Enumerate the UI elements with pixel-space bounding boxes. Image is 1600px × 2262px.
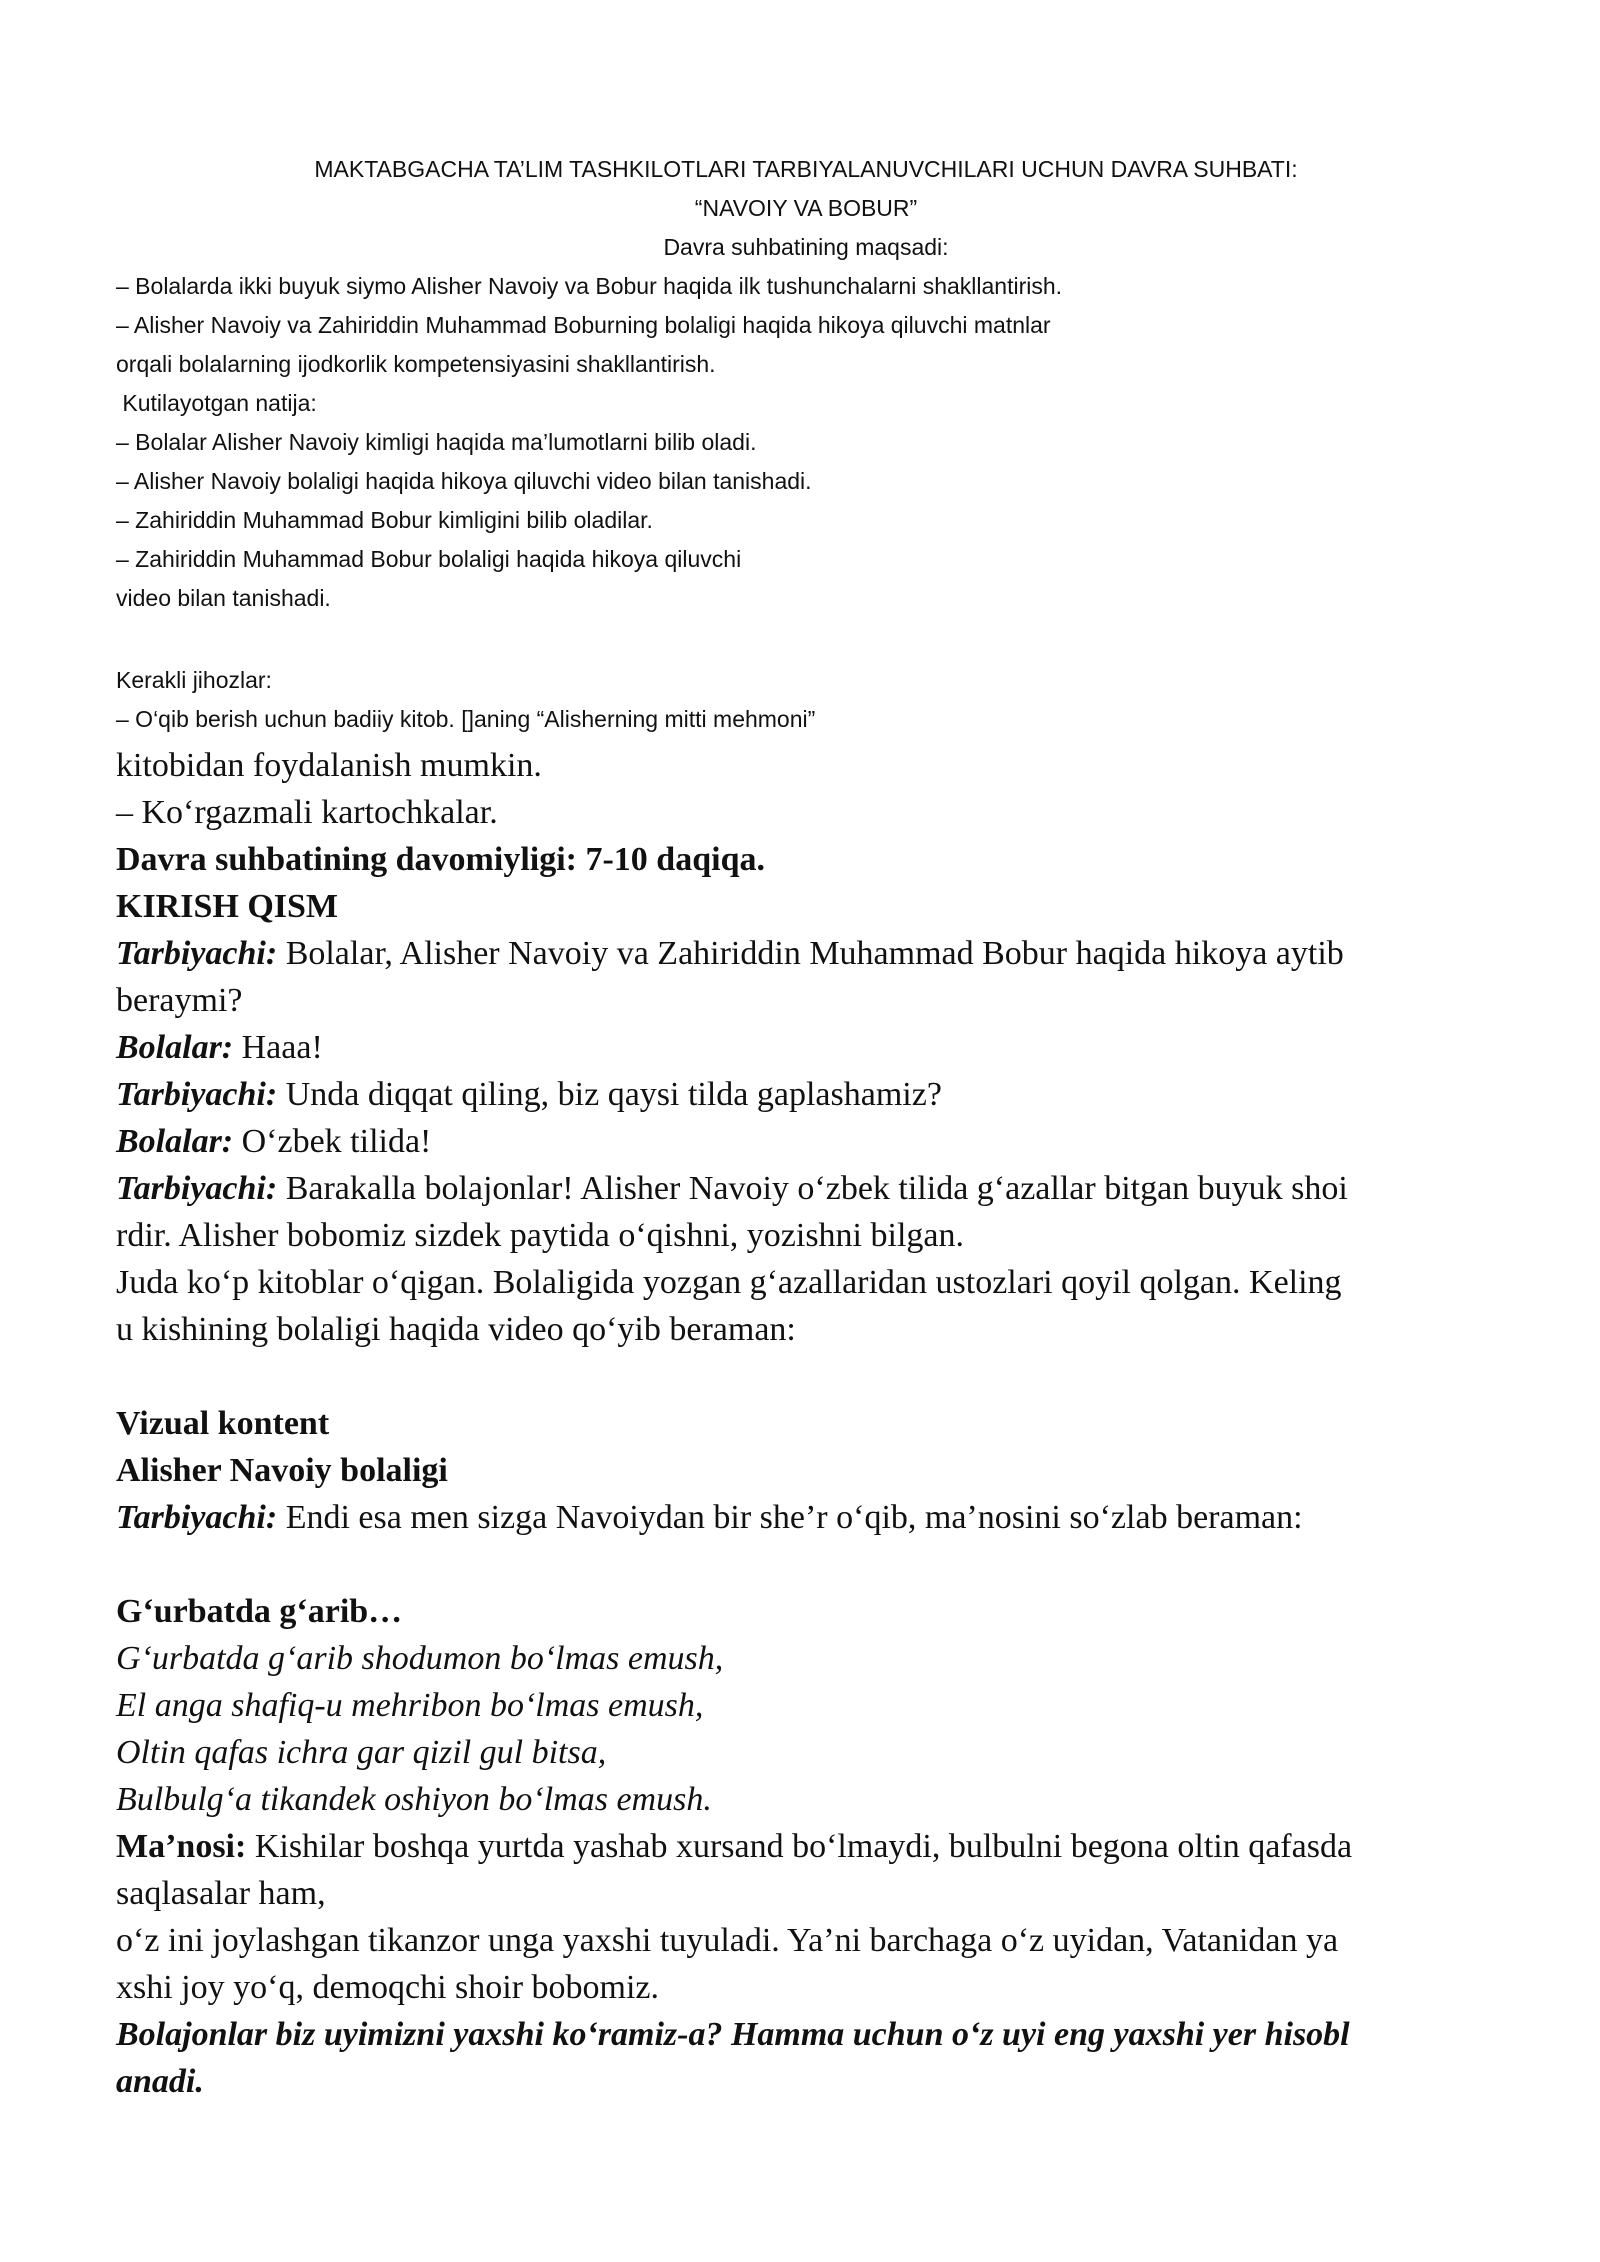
- result-item: – Bolalar Alisher Navoiy kimligi haqida ma’lumotlarni bilib oladi.: [116, 429, 757, 455]
- dialogue-text: Unda diqqat qiling, biz qaysi tilda gaplashamiz?: [277, 1076, 942, 1113]
- spacer: [116, 1353, 1496, 1400]
- speaker-label: Tarbiyachi:: [116, 1076, 278, 1113]
- meaning-line: [116, 1823, 1496, 1870]
- dialogue-text: u kishining bolaligi haqida video qo‘yib beraman:: [116, 1311, 796, 1348]
- goal-heading: Davra suhbatining maqsadi:: [663, 234, 949, 260]
- poem-line: Bulbulg‘a tikandek oshiyon bo‘lmas emush.: [116, 1781, 712, 1818]
- dialogue-text: Bolalar, Alisher Navoiy va Zahiriddin Muhammad Bobur haqida hikoya aytib: [277, 935, 1344, 972]
- body-text: [116, 742, 1496, 2105]
- speaker-label: Tarbiyachi:: [116, 1499, 278, 1536]
- dialogue-line: [116, 1165, 1496, 1212]
- goals-section: [116, 267, 1496, 618]
- equipment-section: [116, 661, 1496, 739]
- dialogue-text: Barakalla bolajonlar! Alisher Navoiy o‘zbek tilida g‘azallar bitgan buyuk shoi: [277, 1170, 1348, 1207]
- dialogue-text: O‘zbek tilida!: [233, 1123, 432, 1160]
- equipment-heading: Kerakli jihozlar:: [116, 667, 272, 693]
- equipment-item: – O‘qib berish uchun badiiy kitob. []aning “Alisherning mitti mehmoni”: [116, 706, 816, 732]
- intro-heading: KIRISH QISM: [116, 888, 338, 925]
- goal-item: orqali bolalarning ijodkorlik kompetensiyasini shakllantirish.: [116, 351, 716, 377]
- result-item: – Zahiriddin Muhammad Bobur kimligini bilib oladilar.: [116, 507, 653, 533]
- meaning-text: o‘z ini joylashgan tikanzor unga yaxshi tuyuladi. Ya’ni barchaga o‘z uyidan, Vatanidan ya: [116, 1922, 1339, 1959]
- poem-line: Oltin qafas ichra gar qizil gul bitsa,: [116, 1734, 607, 1771]
- result-item: video bilan tanishadi.: [116, 585, 331, 611]
- dialogue-line: [116, 1118, 1496, 1165]
- poem-line: G‘urbatda g‘arib shodumon bo‘lmas emush,: [116, 1640, 724, 1677]
- meaning-label: Ma’nosi:: [116, 1828, 247, 1865]
- meaning-text: xshi joy yo‘q, demoqchi shoir bobomiz.: [116, 1969, 660, 2006]
- document-subtitle: “NAVOIY VA BOBUR”: [694, 195, 918, 221]
- speaker-label: Bolalar:: [116, 1029, 234, 1066]
- equipment-item: – Ko‘rgazmali kartochkalar.: [116, 794, 498, 831]
- duration-line: Davra suhbatining davomiyligi: 7-10 daqiqa.: [116, 841, 765, 878]
- meaning-text: Kishilar boshqa yurtda yashab xursand bo‘lmaydi, bulbulni begona oltin qafasda: [246, 1828, 1353, 1865]
- dialogue-line: [116, 1494, 1496, 1541]
- poem-title: G‘urbatda g‘arib…: [116, 1593, 403, 1630]
- visual-subheading: Alisher Navoiy bolaligi: [116, 1452, 448, 1489]
- meaning-text: saqlasalar ham,: [116, 1875, 326, 1912]
- speaker-label: Bolalar:: [116, 1123, 234, 1160]
- document-title: MAKTABGACHA TA’LIM TASHKILOTLARI TARBIYALANUVCHILARI UCHUN DAVRA SUHBATI:: [314, 156, 1298, 182]
- closing-line: anadi.: [116, 2063, 204, 2100]
- dialogue-text: Juda ko‘p kitoblar o‘qigan. Bolaligida yozgan g‘azallaridan ustozlari qoyil qolgan. Keling: [116, 1264, 1342, 1301]
- poem-line: El anga shafiq-u mehribon bo‘lmas emush,: [116, 1687, 704, 1724]
- dialogue-text: beraymi?: [116, 982, 243, 1019]
- results-heading: Kutilayotgan natija:: [116, 390, 317, 416]
- dialogue-text: Haaa!: [233, 1029, 323, 1066]
- closing-line: Bolajonlar biz uyimizni yaxshi ko‘ramiz-a? Hamma uchun o‘z uyi eng yaxshi yer hisobl: [116, 2016, 1350, 2053]
- equipment-item: kitobidan foydalanish mumkin.: [116, 747, 542, 784]
- dialogue-line: [116, 930, 1496, 977]
- goal-item: – Bolalarda ikki buyuk siymo Alisher Navoiy va Bobur haqida ilk tushunchalarni shakllantirish.: [116, 273, 1063, 299]
- goal-item: – Alisher Navoiy va Zahiriddin Muhammad Boburning bolaligi haqida hikoya qiluvchi matnlar: [116, 312, 1051, 338]
- result-item: – Alisher Navoiy bolaligi haqida hikoya qiluvchi video bilan tanishadi.: [116, 468, 812, 494]
- speaker-label: Tarbiyachi:: [116, 1170, 278, 1207]
- spacer: [116, 1541, 1496, 1588]
- visual-heading: Vizual kontent: [116, 1405, 330, 1442]
- dialogue-text: Endi esa men sizga Navoiydan bir she’r o‘qib, ma’nosini so‘zlab beraman:: [277, 1499, 1303, 1536]
- result-item: – Zahiriddin Muhammad Bobur bolaligi haqida hikoya qiluvchi: [116, 546, 742, 572]
- dialogue-line: [116, 1024, 1496, 1071]
- dialogue-text: rdir. Alisher bobomiz sizdek paytida o‘qishni, yozishni bilgan.: [116, 1217, 964, 1254]
- dialogue-line: [116, 1071, 1496, 1118]
- document-header: [116, 150, 1496, 267]
- speaker-label: Tarbiyachi:: [116, 935, 278, 972]
